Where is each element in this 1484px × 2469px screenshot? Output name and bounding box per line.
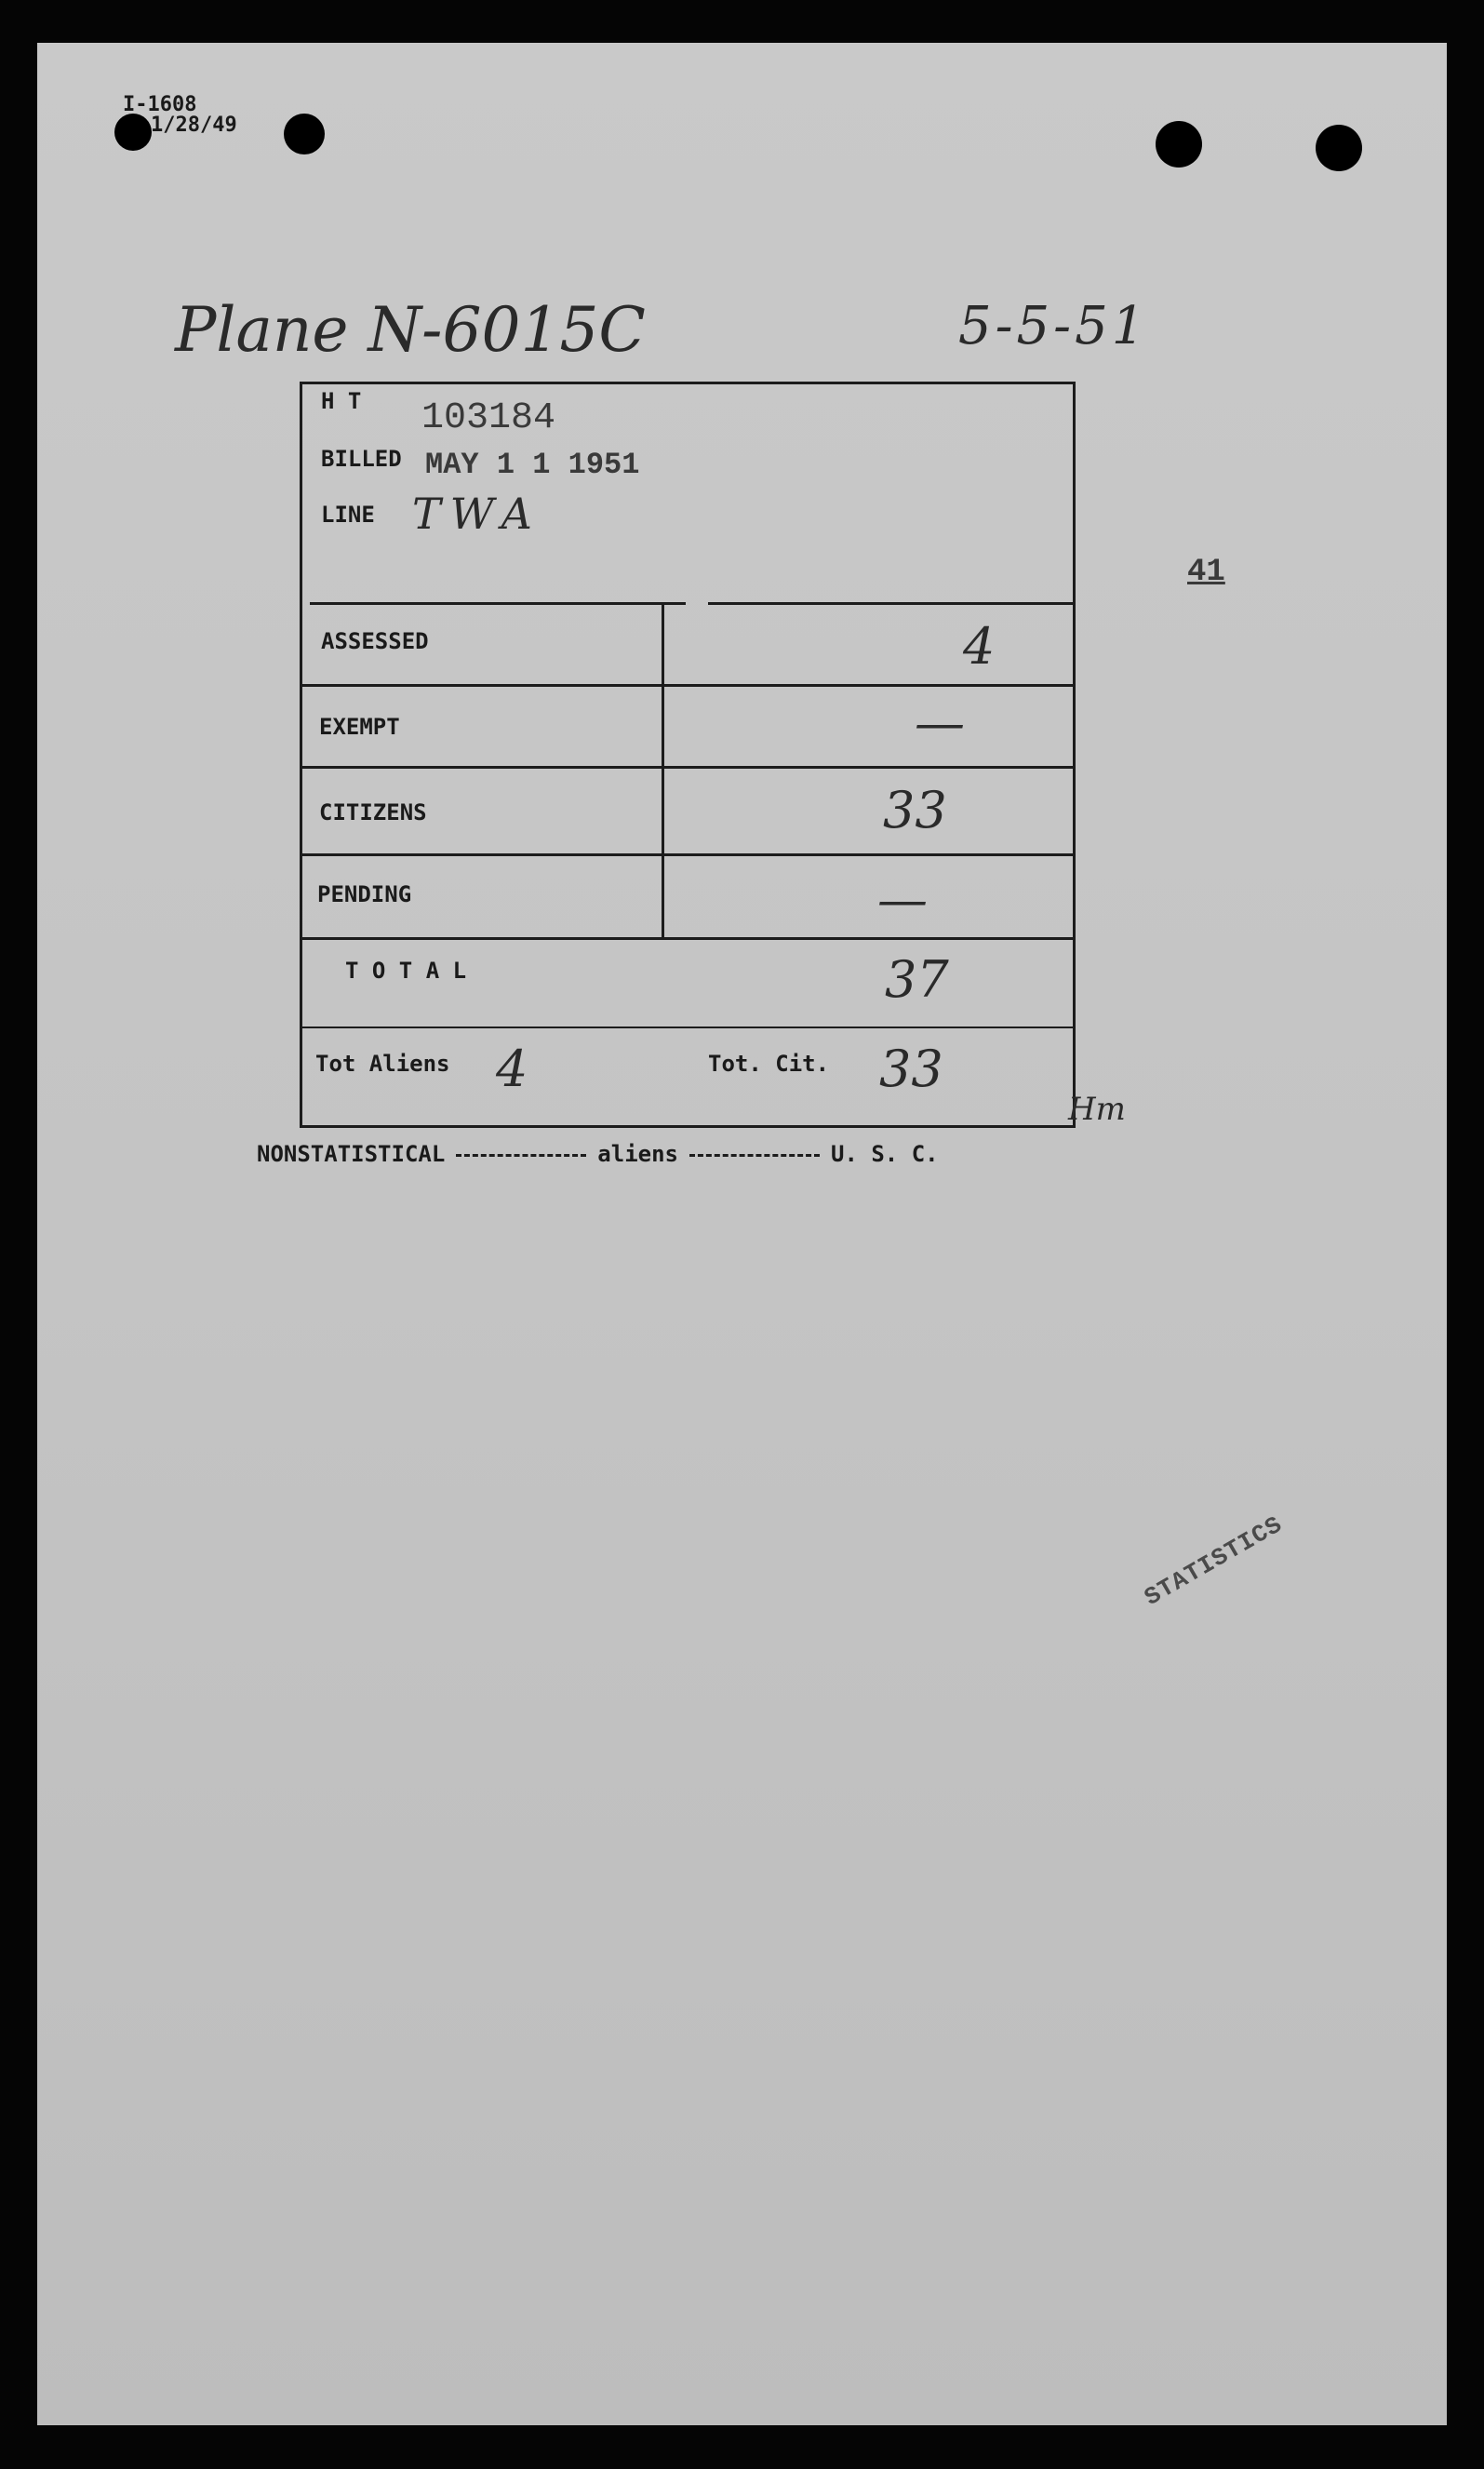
billed-date: MAY 1 1 1951 xyxy=(425,448,640,482)
line-value: TWA xyxy=(412,489,541,539)
row-label-exempt: EXEMPT xyxy=(319,714,400,740)
divider xyxy=(708,602,1073,605)
divider xyxy=(302,1027,1073,1028)
side-number: 41 xyxy=(1187,555,1225,590)
total-value: 37 xyxy=(885,950,949,1009)
blank-line xyxy=(456,1154,586,1157)
nonstat-label: NONSTATISTICAL xyxy=(257,1141,446,1167)
punch-hole xyxy=(284,114,325,154)
tot-aliens-label: Tot Aliens xyxy=(315,1051,450,1077)
column-divider xyxy=(662,602,664,939)
form-number-line2: 1/28/49 xyxy=(151,114,237,137)
statistics-stamp: STATISTICS xyxy=(1140,1510,1288,1612)
ht-number: 103184 xyxy=(421,397,556,439)
divider xyxy=(302,853,1073,856)
aliens-label: aliens xyxy=(597,1141,678,1167)
row-value-citizens: 33 xyxy=(883,781,947,839)
usc-label: U. S. C. xyxy=(831,1141,939,1167)
row-label-pending: PENDING xyxy=(317,881,412,907)
divider xyxy=(302,684,1073,687)
punch-hole xyxy=(1156,121,1202,168)
divider xyxy=(310,602,686,605)
initials: Hm xyxy=(1068,1091,1126,1128)
row-value-pending: — xyxy=(877,870,928,929)
form-number-line1: I-1608 xyxy=(123,93,197,116)
form-number xyxy=(123,95,237,136)
tot-cit-label: Tot. Cit. xyxy=(708,1051,830,1077)
line-label: LINE xyxy=(321,502,375,528)
handwritten-date: 5-5-51 xyxy=(958,296,1149,356)
total-label: T O T A L xyxy=(345,958,467,984)
plane-number: Plane N-6015C xyxy=(175,294,646,366)
billed-label: BILLED xyxy=(321,446,402,472)
tot-cit-value: 33 xyxy=(879,1040,943,1098)
row-label-citizens: CITIZENS xyxy=(319,799,427,825)
document-sheet xyxy=(37,43,1447,2425)
row-label-assessed: ASSESSED xyxy=(321,628,429,654)
row-value-exempt: — xyxy=(915,693,965,752)
divider xyxy=(302,766,1073,769)
punch-hole xyxy=(1316,125,1362,171)
ht-label: H T xyxy=(321,388,362,414)
manifest-form xyxy=(300,382,1076,1128)
tot-aliens-value: 4 xyxy=(496,1040,528,1098)
nonstatistical-line xyxy=(257,1141,939,1167)
divider xyxy=(302,937,1073,940)
blank-line xyxy=(689,1154,820,1157)
row-value-assessed: 4 xyxy=(963,617,996,676)
